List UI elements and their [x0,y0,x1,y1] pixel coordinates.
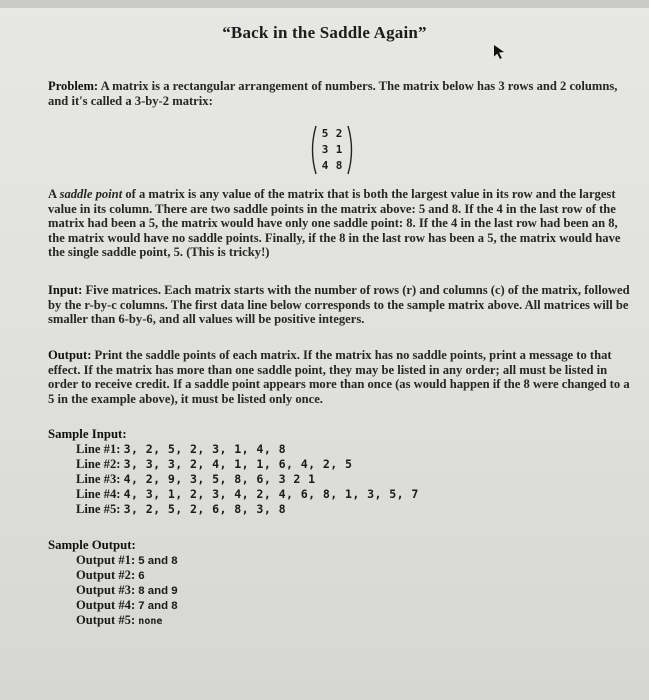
saddle-text-before: A [48,187,60,201]
sample-output-line: Output #5: none [76,613,163,627]
input-text: Five matrices. Each matrix starts with the number of rows (r) and columns (c) of the matrix, followed by the r-by-c columns. The first data line below corresponds to the sample matrix above. All matrices will be smaller than 6-by-6, and all values will be positive integers. [48,283,630,327]
sample-output-line: Output #4: 7 and 8 [76,598,178,612]
problem-lead: Problem: [48,79,99,93]
sample-input-line: Line #5: 3, 2, 5, 2, 6, 8, 3, 8 [76,502,286,516]
sample-matrix [309,124,355,176]
input-lead: Input: [48,283,83,297]
output-paragraph [48,348,631,406]
matrix-cell: 2 [335,127,343,140]
mouse-cursor-icon [492,44,506,60]
matrix-parentheses-icon [309,124,355,176]
output-text: Print the saddle points of each matrix. If the matrix has no saddle points, print a message to that effect. If the matrix has more than one saddle point, they may be listed in any order; all must be listed in order to receive credit. If a saddle point appears more than once (as would happen if the 8 were changed to a 5 in the example above), it must be listed only once. [48,348,630,406]
saddle-definition-paragraph [48,187,631,260]
page-title: “Back in the Saddle Again” [222,23,427,42]
sample-output-line: Output #3: 8 and 9 [76,583,178,597]
saddle-term: saddle point [59,187,123,201]
page-top-edge [0,0,649,8]
saddle-text-after: of a matrix is any value of the matrix that is both the largest value in its row and the largest value in its column. There are two saddle points in the matrix above: 5 and 8. If the 4 in the last row of the matrix had been a 5, the matrix would have only one saddle point: 8. If the 4 in the last row had been an 8, the matrix would have no saddle points. Finally, if the 8 in the last row has been a 5, the matrix would have the single saddle point, 5. (This is tricky!) [48,187,621,260]
matrix-cell: 8 [335,159,343,172]
sample-output-heading: Sample Output: [48,538,136,552]
matrix-cell: 1 [335,143,343,156]
problem-text: A matrix is a rectangular arrangement of numbers. The matrix below has 3 rows and 2 columns, and it's called a 3-by-2 matrix: [48,79,618,108]
input-paragraph [48,283,631,327]
sample-output-line: Output #1: 5 and 8 [76,553,178,567]
matrix-cell: 5 [321,127,329,140]
matrix-cell: 4 [321,159,329,172]
sample-input-line: Line #3: 4, 2, 9, 3, 5, 8, 6, 3 2 1 [76,472,316,486]
sample-output-line: Output #2: 6 [76,568,145,582]
problem-paragraph [48,79,631,108]
sample-input-heading: Sample Input: [48,427,127,441]
sample-input-line: Line #4: 4, 3, 1, 2, 3, 4, 2, 4, 6, 8, 1, 3, 5, 7 [76,487,419,501]
matrix-cell: 3 [321,143,329,156]
output-lead: Output: [48,348,92,362]
sample-input-line: Line #2: 3, 3, 3, 2, 4, 1, 1, 6, 4, 2, 5 [76,457,353,471]
sample-input-line: Line #1: 3, 2, 5, 2, 3, 1, 4, 8 [76,442,286,456]
